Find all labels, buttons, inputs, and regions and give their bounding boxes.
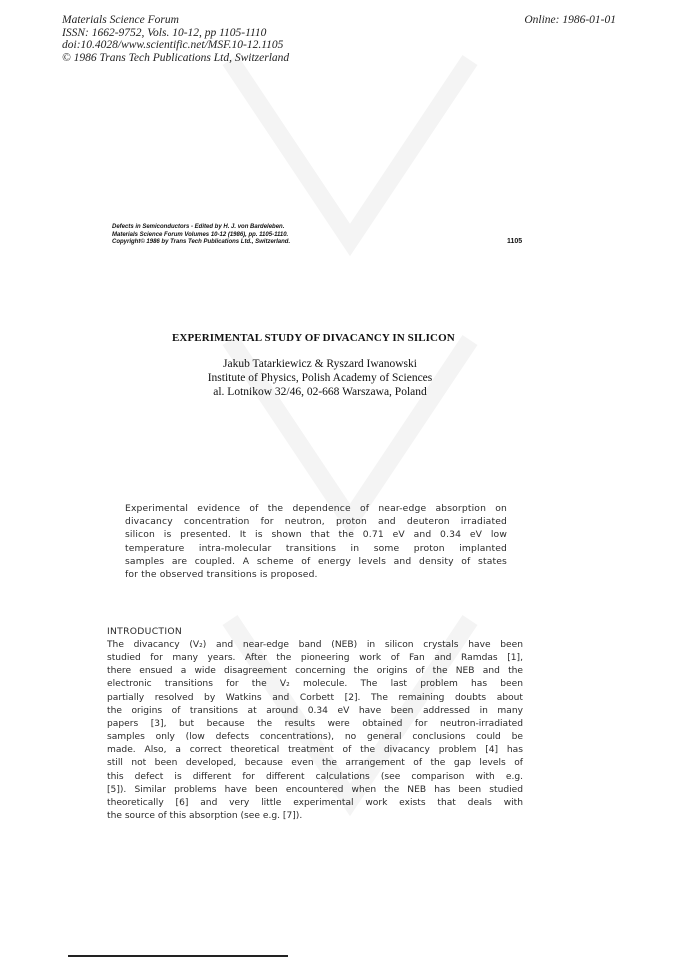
abstract-line: silicon is presented. It is shown that the 0.71 eV and 0.34 eV low xyxy=(125,529,507,541)
abstract xyxy=(125,502,507,581)
journal-copyright: © 1986 Trans Tech Publications Ltd, Switzerland xyxy=(62,51,290,64)
authors: Jakub Tatarkiewicz & Ryszard Iwanowski xyxy=(223,358,417,370)
intro-line: studied for many years. After the pioneering work of Fan and Ramdas [1], xyxy=(107,653,523,664)
journal-name: Materials Science Forum xyxy=(62,14,179,26)
intro-line: The divacancy (V₂) and near-edge band (NEB) in silicon crystals have been xyxy=(107,640,523,650)
intro-line: [5]). Similar problems have been encountered when the NEB has been studied xyxy=(107,784,523,795)
author-block xyxy=(160,357,480,399)
section-heading: INTRODUCTION xyxy=(107,626,183,637)
abstract-line: samples are coupled. A scheme of energy levels and density of states xyxy=(125,555,507,567)
intro-line: electronic transitions for the V₂ molecule. The last problem has been xyxy=(107,679,523,690)
abstract-line: temperature intra-molecular transitions in some proton implanted xyxy=(125,542,507,554)
intro-line: the origins of transitions at around 0.34 eV have been addressed in many xyxy=(107,705,523,716)
journal-doi: doi:10.4028/www.scientific.net/MSF.10-12.1105 xyxy=(62,39,284,51)
online-date: Online: 1986-01-01 xyxy=(524,14,616,26)
proceedings-copyright: Copyright© 1986 by Trans Tech Publications Ltd., Switzerland. xyxy=(112,239,291,245)
intro-line: still not been developed, because even the arrangement of the gap levels of xyxy=(107,758,523,769)
intro-line: there ensued a wide disagreement concerning the origins of the NEB and the xyxy=(107,666,523,677)
journal-issn: ISSN: 1662-9752, Vols. 10-12, pp 1105-1110 xyxy=(62,26,267,39)
intro-line: made. Also, a correct theoretical treatment of the divacancy problem [4] has xyxy=(107,745,523,756)
page-number: 1105 xyxy=(507,238,523,245)
intro-line: this defect is different for different calculations (see comparison with e.g. xyxy=(107,771,523,782)
address: al. Lotnikow 32/46, 02-668 Warszawa, Poland xyxy=(213,386,427,398)
proceedings-editor: Defects in Semiconductors - Edited by H. J. von Bardeleben. xyxy=(112,224,285,230)
intro-line: partially resolved by Watkins and Corbett [2]. The remaining doubts about xyxy=(107,692,523,703)
journal-header xyxy=(62,14,289,64)
intro-line: samples only (low defects concentrations), no general conclusions could be xyxy=(107,732,523,743)
proceedings-info xyxy=(112,224,290,247)
introduction-body xyxy=(107,639,523,823)
intro-line: papers [3], but because the results were obtained for neutron-irradiated xyxy=(107,718,523,729)
abstract-line: divacancy concentration for neutron, proton and deuteron irradiated xyxy=(125,516,507,528)
intro-line: the source of this absorption (see e.g. [7]). xyxy=(107,811,303,822)
intro-line: theoretically [6] and very little experimental work exists that deals with xyxy=(107,797,523,808)
article-title: EXPERIMENTAL STUDY OF DIVACANCY IN SILICON xyxy=(172,332,455,344)
proceedings-volume: Materials Science Forum Volumes 10-12 (1986), pp. 1105-1110. xyxy=(112,231,289,238)
affiliation: Institute of Physics, Polish Academy of Sciences xyxy=(207,372,433,384)
footnote-rule xyxy=(68,955,288,957)
abstract-line: Experimental evidence of the dependence of near-edge absorption on xyxy=(125,503,507,514)
abstract-line: for the observed transitions is proposed. xyxy=(125,569,318,581)
